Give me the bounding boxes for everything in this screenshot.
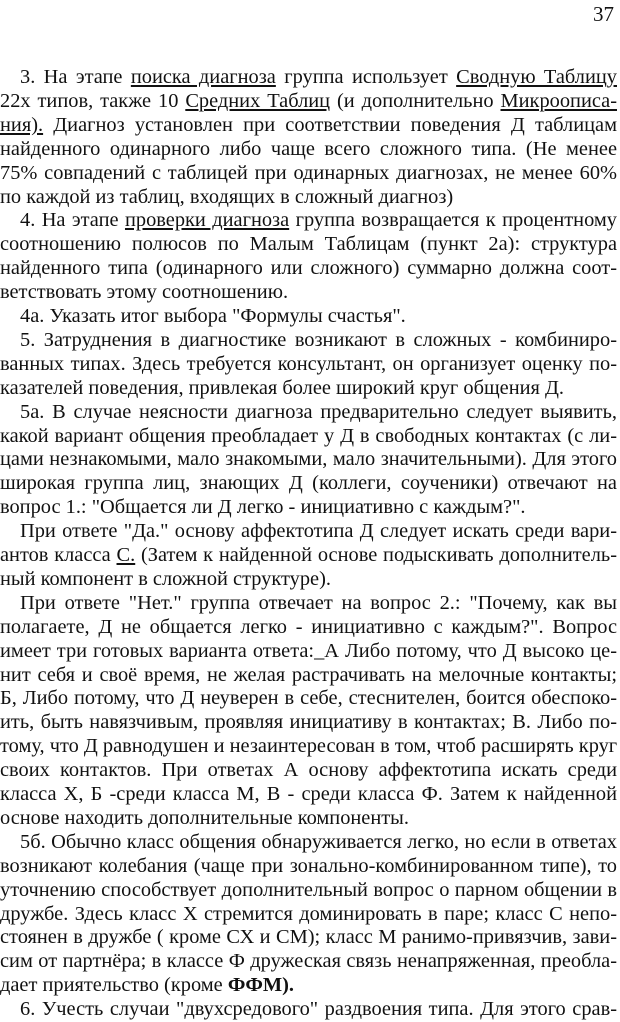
text-run: (и дополнительно: [330, 89, 501, 112]
page-number: 37: [593, 2, 614, 26]
text-run: ния).: [0, 113, 44, 136]
text-run: найденного одинарного либо чаще всего сложного типа. (Не менее: [0, 137, 617, 160]
text-run: При ответе "Да." основу аффектотипа Д следует искать среди вари-: [20, 520, 617, 543]
text-line: [0, 423, 617, 449]
text-line: [0, 160, 617, 186]
text-run: С.: [116, 544, 136, 566]
text-line: [0, 494, 617, 520]
text-run: найденного типа (одинарного или сложного) суммарно должна соот-: [0, 257, 617, 280]
text-line: [0, 924, 617, 950]
text-line: [0, 662, 617, 688]
text-line: [0, 638, 617, 664]
text-run: стоянен в дружбе ( кроме СХ и СМ); класс М ранимо-привязчив, зави-: [0, 926, 617, 949]
text-run: Диагноз установлен при соответствии поведения Д таблицам: [43, 113, 617, 136]
text-line: [20, 64, 617, 90]
text-line: [0, 877, 617, 903]
text-run: какой вариант общения преобладает у Д в свободных контактах (с ли-: [0, 424, 617, 447]
text-run: ветствовать этому соотношению.: [0, 281, 289, 304]
text-run: 5б. Обычно класс общения обнаруживается легко, но если в ответах: [20, 830, 617, 853]
text-line: [0, 88, 617, 114]
text-run: казателей поведения, привлекая более широкий круг общения Д.: [0, 376, 564, 399]
text-run: класса Х, Б -среди класса М, В - среди класса Ф. Затем к найденной: [0, 783, 617, 805]
text-line: [0, 614, 617, 640]
text-run: ванных типах. Здесь требуется консультант, он организует оценку по-: [0, 352, 617, 375]
text-line: [0, 184, 617, 210]
text-run: цами незнакомыми, мало знакомыми, мало значительными). Для этого: [0, 448, 617, 471]
text-run: поиска диагноза: [130, 66, 276, 88]
text-run: группа использует: [275, 66, 457, 88]
text-run: Средних Таблиц: [185, 89, 331, 112]
text-line: [20, 518, 617, 544]
text-line: [20, 996, 617, 1022]
text-run: возникают колебания (чаще при зонально-комбинированном типе), то: [0, 854, 617, 877]
text-run: ить, быть навязчивым, проявляя инициативу в контактах; В. Либо по-: [0, 711, 617, 734]
text-run: Б, Либо потому, что Д неуверен в себе, стеснителен, боится обеспоко-: [0, 687, 617, 710]
text-run: вопрос 1.: "Общается ли Д легко - инициативно с каждым?".: [0, 496, 526, 519]
text-line: [20, 327, 617, 353]
text-run: 4а. Указать итог выбора "Формулы счастья".: [20, 305, 406, 327]
text-run: широкая группа лиц, знающих Д (коллеги, соученики) отвечают на: [0, 472, 617, 495]
text-line: [0, 948, 617, 974]
text-line: [20, 829, 617, 855]
text-run: полагаете, Д не общается легко - инициативно с каждым?". Вопрос: [0, 615, 617, 638]
text-run: группа возвращается к процентному: [289, 209, 617, 232]
text-run: тому, что Д равнодушен и незаинтересован в том, чтоб расширять круг: [0, 735, 618, 758]
text-line: [0, 757, 617, 783]
text-run: При ответе "Нет." группа отвечает на вопрос 2.: "Почему, как вы: [20, 591, 617, 614]
text-line: [0, 446, 617, 472]
text-line: [0, 375, 617, 401]
text-run: уточнению способствует дополнительный вопрос о парном общении в: [0, 878, 617, 901]
text-run: дружбе. Здесь класс Х стремится доминировать в паре; класс С непо-: [0, 902, 617, 925]
text-line: [0, 566, 617, 592]
text-run: соотношению полюсов по Малым Таблицам (пункт 2а): структура: [0, 233, 617, 256]
text-run: своих контактов. При ответах А основу аффектотипа искать среди: [0, 759, 617, 782]
text-run: имеет три готовых варианта ответа:_А Либо потому, что Д высоко це-: [0, 639, 617, 662]
text-run: 6. Учесть случаи "двухсредового" раздвоения типа. Для этого срав-: [20, 998, 617, 1021]
text-line: [0, 972, 617, 998]
text-line: [0, 853, 617, 879]
text-run: Микроописа-: [500, 89, 617, 112]
text-line: [0, 685, 617, 711]
text-run: 4. На этапе: [20, 209, 125, 232]
text-run: ФФМ).: [227, 974, 294, 997]
text-run: 3. На этапе: [20, 66, 131, 88]
text-line: [0, 279, 617, 305]
text-run: Сводную Таблицу: [456, 66, 617, 88]
text-run: 5. Затруднения в диагностике возникают в сложных - комбиниро-: [20, 328, 617, 351]
text-run: ный компонент в сложной структуре).: [0, 567, 331, 590]
text-run: 75% совпадений с таблицей при одинарных диагнозах, не менее 60%: [0, 161, 617, 184]
text-run: 5а. В случае неясности диагноза предварительно следует выявить,: [20, 400, 617, 423]
text-run: нит себя и своё время, не желая растрачивать на мелочные контакты;: [0, 663, 617, 686]
text-run: 22х типов, также 10: [0, 89, 186, 112]
text-line: [20, 399, 617, 425]
text-run: дает приятельство (кроме: [0, 974, 228, 997]
text-line: [20, 303, 617, 329]
text-line: [0, 470, 617, 496]
text-line: [0, 136, 617, 162]
text-line: [0, 901, 617, 927]
text-run: основе находить дополнительные компоненты.: [0, 806, 409, 829]
text-run: (Затем к найденной основе подыскивать дополнитель-: [135, 544, 617, 566]
text-line: [0, 112, 617, 138]
text-line: [20, 590, 617, 616]
text-line: [0, 231, 617, 257]
text-line: [0, 255, 617, 281]
text-run: проверки диагноза: [124, 209, 290, 232]
text-line: [0, 781, 617, 807]
text-run: по каждой из таблиц, входящих в сложный диагноз): [0, 185, 454, 208]
text-line: [20, 207, 617, 233]
text-line: [0, 805, 617, 831]
text-line: [0, 709, 617, 735]
text-run: сим от партнёра; в классе Ф дружеская связь ненапряженная, преобла-: [0, 950, 617, 973]
text-line: [0, 351, 617, 377]
text-line: [0, 542, 617, 568]
text-run: антов класса: [0, 544, 117, 566]
text-line: [0, 733, 617, 759]
